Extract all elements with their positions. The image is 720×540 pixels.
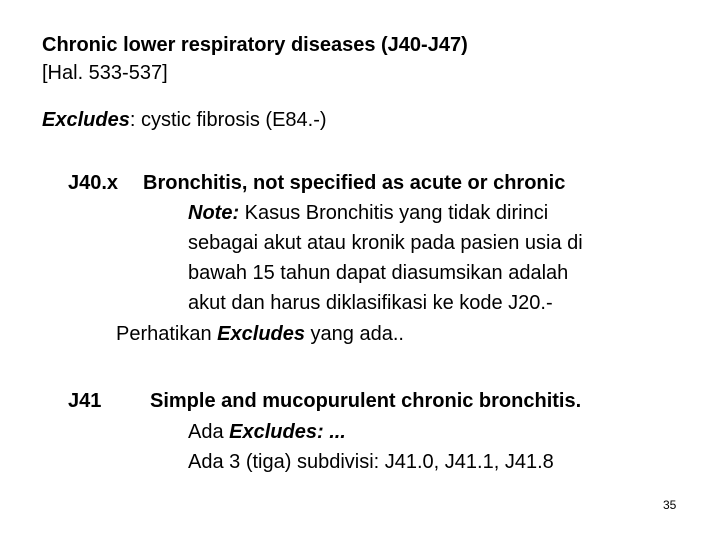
j41-subdivision-line: Ada 3 (tiga) subdivisi: J41.0, J41.1, J41.8 [188, 451, 554, 473]
j40-note-line-2: sebagai akut atau kronik pada pasien usia di [188, 232, 583, 254]
j40-note-line-4: akut dan harus diklasifikasi ke kode J20.- [188, 292, 553, 314]
j40-title: Bronchitis, not specified as acute or chronic [143, 172, 566, 194]
j40-attention-line [116, 320, 404, 348]
j41-excludes-line [188, 418, 346, 446]
j40-attention-suffix: yang ada.. [305, 323, 404, 345]
j40-note-text-1: Kasus Bronchitis yang tidak dirinci [239, 202, 549, 224]
section-title: Chronic lower respiratory diseases (J40-J47) [42, 34, 468, 56]
j40-attention-prefix: Perhatikan [116, 323, 218, 345]
j40-note-label: Note: [188, 202, 240, 224]
page-number: 35 [663, 498, 677, 512]
j41-code: J41 [68, 390, 102, 412]
j40-code: J40.x [68, 172, 119, 194]
j40-attention-excludes: Excludes [217, 323, 305, 345]
j41-excludes-label: Excludes: ... [229, 421, 346, 443]
j41-excludes-prefix: Ada [188, 421, 230, 443]
excludes-text: : cystic fibrosis (E84.-) [129, 109, 327, 131]
j40-note-line-1 [188, 199, 548, 227]
excludes-label: Excludes [42, 109, 130, 131]
j40-note-line-3: bawah 15 tahun dapat diasumsikan adalah [188, 262, 569, 284]
excludes-line [42, 106, 327, 134]
page-reference: [Hal. 533-537] [42, 62, 168, 84]
j41-title: Simple and mucopurulent chronic bronchitis. [150, 390, 582, 412]
